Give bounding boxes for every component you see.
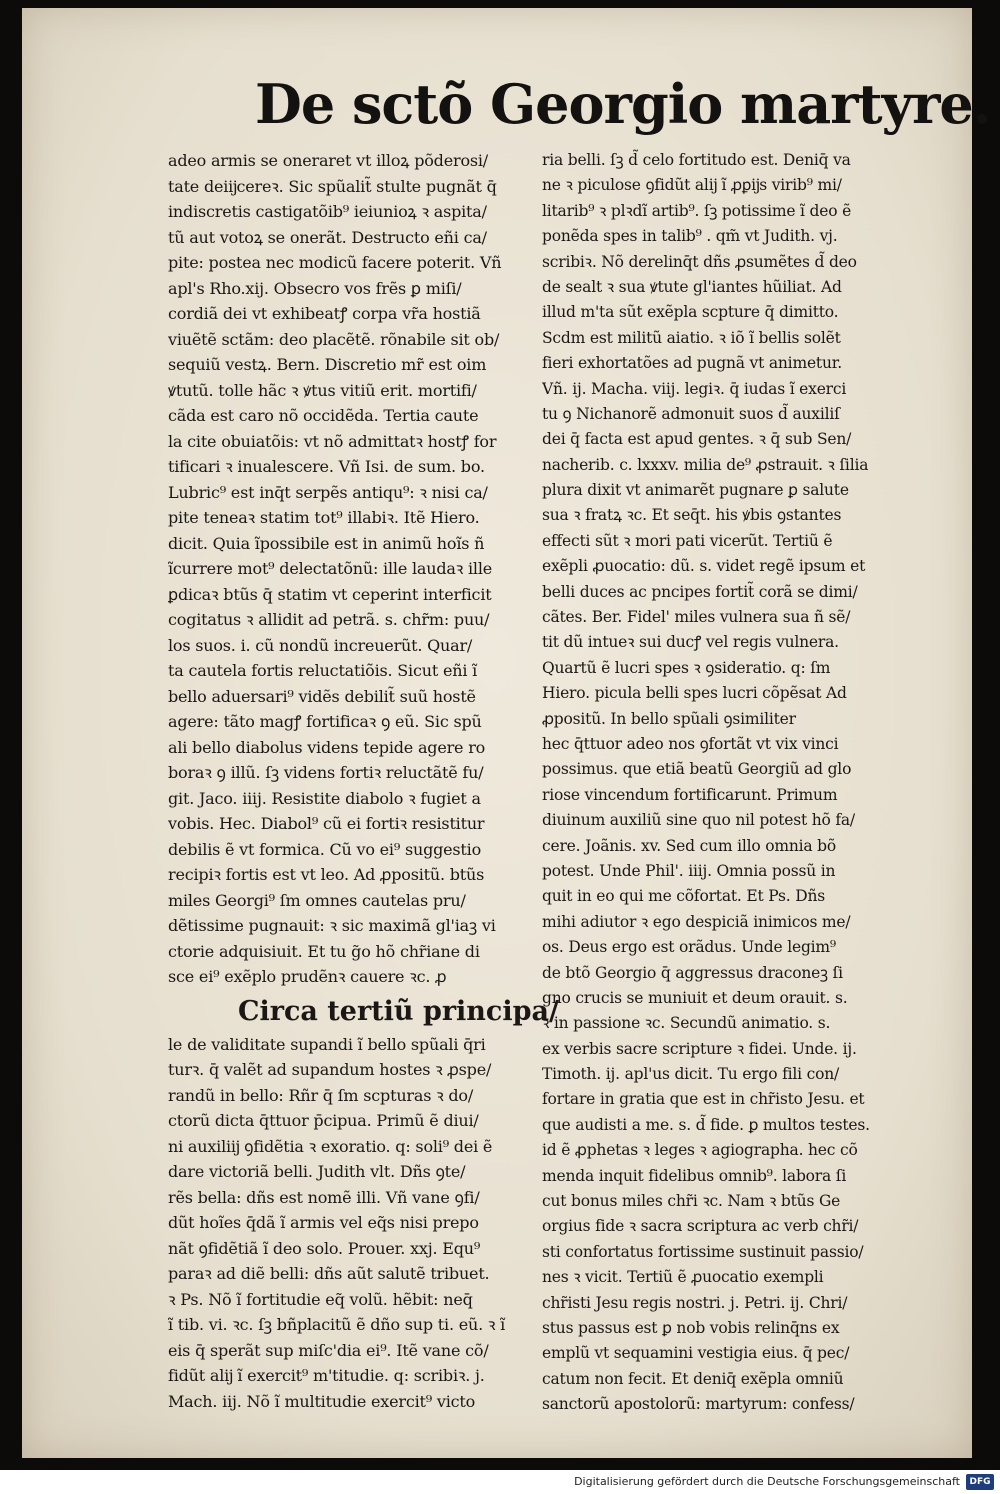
text-line: tũ aut votoꝝ se onerãt. Destructo eñi ca/ [168, 227, 487, 247]
text-line: rẽs bella: dñs est nomẽ illi. Vñ vane ꝯfi/ [168, 1187, 480, 1207]
text-line: ꝛ Ps. Nõ ĩ fortitudie eq̃ volũ. hẽbit: neq̄ [168, 1289, 473, 1309]
section-subheading: Circa tertiũ principa/ [238, 995, 559, 1027]
text-line: viuẽtẽ sctãm: deo placẽtẽ. rõnabile sit ob/ [168, 329, 500, 349]
text-line: apl's Rho.xij. Obsecro vos frẽs ꝑ miſi/ [168, 278, 462, 298]
text-line: sanctorũ apostolorũ: martyrum: confess/ [542, 1395, 855, 1414]
text-line: indiscretis castigatõib⁹ ieiunioꝝ ꝛ aspita/ [168, 202, 487, 221]
text-line: riose vincendum fortificarunt. Primum [542, 785, 838, 804]
text-line: miles Georgi⁹ ſm omnes cautelas pru/ [168, 890, 466, 910]
text-line: sua ꝛ fratꝝ ꝛc. Et seq̄t. his ꝟbis ꝯstantes [542, 506, 842, 525]
text-line: menda inquit fidelibus omnib⁹. labora ſi [542, 1166, 847, 1185]
footer-bar [0, 1470, 1000, 1494]
text-line: ne ꝛ piculose ꝯfidũt alĳ ĩ ꝓꝑĳs virib⁹ mi/ [542, 176, 842, 195]
text-line: cogitatus ꝛ allidit ad petrã. s. chr̃m: puu/ [168, 610, 490, 629]
text-line: agere: tãto magꝭ fortificaꝛ ꝯ eũ. Sic spũ [168, 712, 482, 731]
text-line: fidũt alĳ ĩ exercit⁹ m'titudie. q: scribiꝛ. j. [168, 1366, 485, 1385]
text-line: nãt ꝯfidẽtiã ĩ deo solo. Prouer. xxj. Equ⁹ [168, 1238, 481, 1258]
text-line: illud m'ta sũt exẽpla scpture q̄ dimitto. [542, 303, 839, 322]
text-line: nes ꝛ vicit. Tertiũ ẽ ꝓuocatio exempli [542, 1268, 824, 1287]
text-line: ctorũ dicta q̄ttuor p̄cipua. Primũ ẽ diui/ [168, 1111, 479, 1130]
text-line: adeo armis se oneraret vt illoꝝ põderosi/ [168, 151, 488, 170]
text-line: paraꝛ ad diẽ belli: dñs aũt salutẽ tribuet. [168, 1264, 490, 1283]
text-line: Scdm est militũ aiatio. ꝛ iõ ĩ bellis solẽt [542, 328, 841, 347]
text-line: fortare in gratia que est in chr̃isto Jesu. et [542, 1090, 865, 1109]
text-line: scribiꝛ. Nõ derelinq̄t dñs ꝓsumẽtes d̃ deo [542, 252, 857, 271]
text-line: los suos. i. cũ nondũ increuerũt. Quar/ [168, 635, 473, 655]
text-line: de btõ Georgio q̄ aggressus draconeꝫ ſi [542, 963, 843, 982]
text-line: recipiꝛ fortis est vt leo. Ad ꝓpositũ. btũs [168, 865, 485, 884]
text-line: plura dixit vt animarẽt pugnare ꝑ salute [542, 481, 849, 500]
left-column [168, 148, 559, 1414]
right-column [542, 148, 912, 1418]
text-line: que audisti a me. s. d̃ fide. ꝑ multos testes. [542, 1115, 870, 1134]
text-line: hec q̄ttuor adeo nos ꝯfortãt vt vix vinci [542, 734, 839, 753]
text-line: bello aduersari⁹ vidẽs debilit̃ suũ hostẽ [168, 686, 476, 706]
text-line: randũ in bello: Rñr q̄ ſm scpturas ꝛ do/ [168, 1085, 474, 1105]
text-line: dicit. Quia ĩpossibile est in animũ hoĩs ñ [168, 533, 485, 553]
text-line: sti confortatus fortissime sustinuit passio/ [542, 1242, 864, 1261]
text-line: catum non fecit. Et deniq̄ exẽpla omniũ [542, 1369, 844, 1388]
text-line: tificari ꝛ inualescere. Vñ Isi. de sum. bo. [168, 457, 485, 476]
text-line: cãtes. Ber. Fidel' miles vulnera sua ñ sẽ/ [542, 608, 851, 627]
text-line: le de validitate supandi ĩ bello spũali q̄ri [168, 1034, 486, 1054]
text-line: quit in eo qui me cõfortat. Et Ps. Dñs [542, 887, 826, 906]
text-line: id ẽ ꝓphetas ꝛ leges ꝛ agiographa. hec cõ [542, 1141, 858, 1160]
text-line: exẽpli ꝓuocatio: dũ. s. videt regẽ ipsum et [542, 557, 866, 576]
text-line: Mach. iij. Nõ ĩ multitudie exercit⁹ victo [168, 1391, 476, 1411]
text-line: dũt hoĩes q̄dã ĩ armis vel eq̃s nisi prepo [168, 1213, 479, 1232]
text-line: vobis. Hec. Diabol⁹ cũ ei fortiꝛ resistitur [168, 814, 485, 833]
text-line: pite teneaꝛ statim tot⁹ illabiꝛ. Itẽ Hiero. [168, 508, 480, 527]
text-line: possimus. que etiã beatũ Georgiũ ad glo [542, 760, 852, 779]
text-line: orgius fide ꝛ sacra scriptura ac verb chr̃i/ [542, 1217, 859, 1236]
text-line: la cite obuiatõis: vt nõ admittatꝛ hostꝭ for [168, 431, 497, 451]
left-column-top-text [168, 148, 548, 990]
text-line: git. Jaco. iiij. Resistite diabolo ꝛ fugiet a [168, 788, 481, 808]
right-column-text [542, 148, 912, 1418]
text-line: cere. Joãnis. xv. Sed cum illo omnia bõ [542, 836, 836, 855]
text-line: tate deiĳcereꝛ. Sic spũalit̃ stulte pugnãt q̄ [168, 176, 497, 196]
text-line: Timoth. ij. apl'us dicit. Tu ergo fili con/ [542, 1065, 840, 1084]
text-line: potest. Unde Phil'. iiij. Omnia possũ in [542, 861, 836, 880]
text-line: belli duces ac pncipes fortit̃ corã se dimi/ [542, 582, 858, 601]
text-line: ponẽda spes in talib⁹ . qm̃ vt Judith. vj. [542, 227, 838, 246]
text-line: de sealt ꝛ sua ꝟtute gl'iantes hũiliat. Ad [542, 277, 842, 296]
text-line: ta cautela fortis reluctatiõis. Sicut eñi ĩ [168, 661, 478, 680]
text-line: stus passus est ꝑ nob vobis relinq̄ns ex [542, 1318, 840, 1337]
dfg-logo: DFG [966, 1474, 994, 1490]
text-line: chr̃isti Jesu regis nostri. j. Petri. ij. Chri/ [542, 1293, 848, 1312]
text-line: ctorie adquisiuit. Et tu g̃o hõ chr̃iane di [168, 941, 480, 961]
text-line: Hiero. picula belli spes lucri cõpẽsat Ad [542, 684, 847, 703]
text-line: debilis ẽ vt formica. Cũ vo ei⁹ suggestio [168, 839, 482, 859]
text-line: Lubric⁹ est inq̄t serpẽs antiqu⁹: ꝛ nisi ca/ [168, 482, 488, 502]
text-line: ex verbis sacre scripture ꝛ fidei. Unde. ij. [542, 1039, 857, 1058]
text-line: ĩcurrere mot⁹ delectatõnũ: ille laudaꝛ ille [168, 559, 492, 578]
text-line: dei q̄ facta est apud gentes. ꝛ q̄ sub Sen/ [542, 430, 852, 449]
text-line: ni auxiliĳ ꝯfidẽtia ꝛ exoratio. q: soli⁹ dei ẽ [168, 1136, 493, 1156]
text-line: boraꝛ ꝯ illũ. ſꝫ videns fortiꝛ reluctãtẽ fu/ [168, 763, 484, 782]
text-line: pite: postea nec modicũ facere poterit. Vñ [168, 253, 502, 272]
text-line: ĩ tib. vi. ꝛc. ſꝫ bñplacitũ ẽ dño sup ti. eũ. ꝛ ĩ [168, 1315, 506, 1334]
text-line: turꝛ. q̄ valẽt ad supandum hostes ꝛ ꝓspe/ [168, 1060, 492, 1079]
text-line: cordiã dei vt exhibeatꝭ corpa vr̃a hostiã [168, 304, 481, 323]
text-line: litarib⁹ ꝛ plꝛdĩ artib⁹. ſꝫ potissime ĩ deo ẽ [542, 201, 852, 220]
text-line: emplũ vt sequamini vestigia eius. q̄ pec/ [542, 1344, 850, 1363]
text-line: cãda est caro nõ occidẽda. Tertia caute [168, 406, 479, 425]
left-column-bottom-text [168, 1032, 548, 1415]
text-line: dẽtissime pugnauit: ꝛ sic maximã gl'iaꝫ vi [168, 916, 496, 935]
text-line: fieri exhortatões ad pugnã vt animetur. [542, 354, 842, 373]
text-line: ꝛ in passione ꝛc. Secundũ animatio. s. [542, 1014, 831, 1033]
text-line: ꝑdicaꝛ btũs q̄ statim vt ceperint interficit [168, 584, 492, 604]
text-line: ria belli. ſꝫ d̃ celo fortitudo est. Deniq̄ va [542, 151, 851, 169]
funding-notice: Digitalisierung gefördert durch die Deutsche Forschungsgemeinschaft [574, 1475, 960, 1488]
text-line: Vñ. ij. Macha. viij. legiꝛ. q̄ iudas ĩ exerci [542, 379, 847, 398]
text-line: mihi adiutor ꝛ ego despiciã inimicos me/ [542, 912, 851, 931]
text-line: diuinum auxiliũ sine quo nil potest hõ fa/ [542, 811, 855, 830]
text-line: Quartũ ẽ lucri spes ꝛ ꝯsideratio. q: ſm [542, 658, 831, 677]
text-line: nacherib. c. lxxxv. milia de⁹ ꝓstrauit. ꝛ ſilia [542, 455, 869, 474]
text-line: tu ꝯ Nichanorẽ admonuit suos d̃ auxiliſ [542, 404, 840, 423]
text-line: cut bonus miles chr̃i ꝛc. Nam ꝛ btũs Ge [542, 1192, 841, 1211]
text-line: tit dũ intueꝛ sui ducꝭ vel regis vulnera. [542, 633, 839, 652]
text-line: ali bello diabolus videns tepide agere ro [168, 737, 486, 757]
text-line: eis q̄ sperãt sup miſc'dia ei⁹. Itẽ vane cõ/ [168, 1340, 489, 1360]
text-line: os. Deus ergo est orãdus. Unde legim⁹ [542, 938, 836, 957]
text-line: sequiũ vestꝝ. Bern. Discretio mr̃ est oim [168, 355, 487, 374]
text-line: ꝟtutũ. tolle hãc ꝛ ꝟtus vitiũ erit. mortifi/ [168, 380, 477, 400]
text-line: effecti sũt ꝛ mori pati vicerũt. Tertiũ ẽ [542, 531, 833, 550]
text-line: dare victoriã belli. Judith vlt. Dñs ꝯte/ [168, 1162, 466, 1181]
text-line: sce ei⁹ exẽplo prudẽnꝛ cauere ꝛc. ꝓ [168, 967, 447, 986]
text-line: gno crucis se muniuit et deum orauit. s. [542, 988, 848, 1007]
page-heading: De sctõ Georgio martyre. [255, 72, 991, 136]
text-line: ꝓpositũ. In bello spũali ꝯsimiliter [542, 709, 796, 728]
